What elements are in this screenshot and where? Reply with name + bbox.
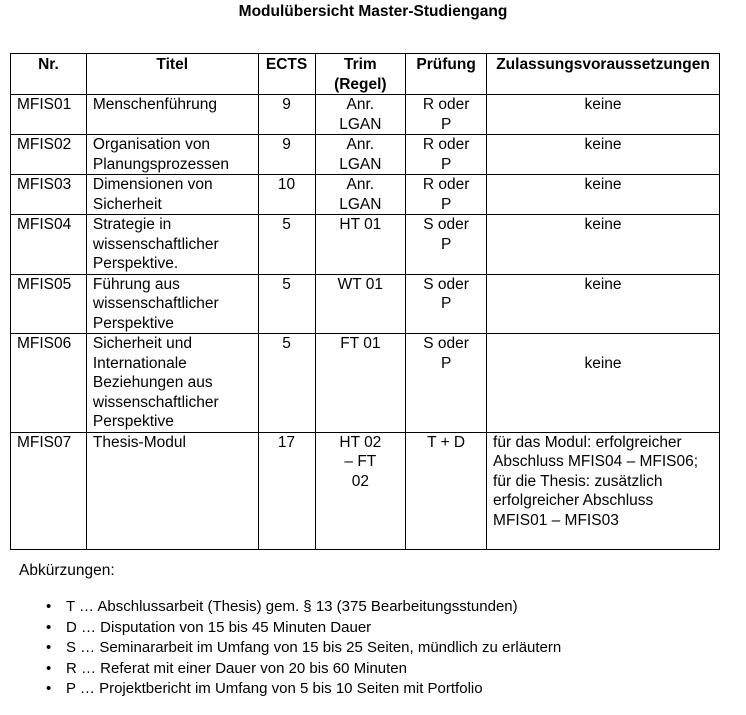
bullet-icon: • bbox=[46, 639, 52, 656]
page-title: Modulübersicht Master-Studiengang bbox=[238, 3, 508, 20]
cell-titel-line: Perspektive. bbox=[92, 255, 179, 272]
cell-pruefung-line: S oder bbox=[423, 216, 469, 233]
cell-pruefung-line: P bbox=[440, 354, 452, 372]
bullet-icon: • bbox=[46, 598, 52, 615]
cell-trim-line: FT 01 bbox=[340, 335, 381, 352]
list-item bbox=[40, 618, 561, 639]
cell-titel-line: wissenschaftlicher bbox=[92, 235, 219, 253]
cell-pruefung bbox=[406, 215, 487, 275]
cell-zulassung bbox=[487, 215, 720, 275]
cell-pruefung-line: P bbox=[440, 235, 452, 253]
cell-trim bbox=[315, 175, 406, 215]
cell-titel-line: Strategie in bbox=[92, 216, 172, 233]
cell-zulassung-line: keine bbox=[584, 176, 622, 193]
cell-zulassung-line: Abschluss MFIS04 – MFIS06; bbox=[493, 453, 699, 470]
cell-titel-line: Perspektive bbox=[92, 413, 174, 430]
cell-titel-line: Beziehungen aus bbox=[92, 374, 213, 391]
cell-pruefung bbox=[406, 95, 487, 135]
cell-titel-line: Sicherheit bbox=[92, 195, 162, 213]
table-body bbox=[11, 95, 720, 550]
cell-trim bbox=[315, 135, 406, 175]
cell-zulassung bbox=[487, 334, 720, 433]
cell-titel-line: Organisation von bbox=[92, 136, 211, 153]
abbreviations-heading: Abkürzungen: bbox=[19, 562, 115, 579]
cell-titel bbox=[86, 95, 258, 135]
list-item bbox=[40, 659, 561, 680]
table-row bbox=[11, 95, 720, 135]
cell-zulassung-line: für die Thesis: zusätzlich bbox=[493, 472, 663, 490]
list-item bbox=[40, 679, 561, 700]
table-row bbox=[11, 215, 720, 275]
cell-ects: 9 bbox=[258, 95, 315, 135]
cell-titel-line: Führung aus bbox=[92, 275, 180, 293]
cell-titel-line: Internationale bbox=[92, 354, 187, 372]
header-pruefung: Prüfung bbox=[406, 54, 487, 95]
cell-nr: MFIS03 bbox=[11, 175, 87, 215]
cell-titel-line: Planungsprozessen bbox=[92, 155, 230, 173]
cell-titel-line: wissenschaftlicher bbox=[92, 295, 219, 312]
table-row bbox=[11, 135, 720, 175]
cell-nr: MFIS01 bbox=[11, 95, 87, 135]
cell-titel-line: Dimensionen von bbox=[92, 176, 213, 193]
abbreviation-text: D … Disputation von 15 bis 45 Minuten Dauer bbox=[66, 618, 372, 636]
table-row bbox=[11, 432, 720, 549]
cell-titel-line: Sicherheit und bbox=[92, 335, 192, 352]
cell-zulassung bbox=[487, 432, 720, 549]
cell-ects: 9 bbox=[258, 135, 315, 175]
cell-titel bbox=[86, 135, 258, 175]
cell-zulassung bbox=[487, 175, 720, 215]
cell-pruefung-line: S oder bbox=[423, 335, 469, 352]
cell-zulassung-line: keine bbox=[584, 275, 622, 293]
cell-pruefung-line: T + D bbox=[427, 433, 466, 451]
cell-titel-line: wissenschaftlicher bbox=[92, 393, 219, 411]
abbreviation-text: T … Abschlussarbeit (Thesis) gem. § 13 (375 Bearbeitungsstunden) bbox=[66, 598, 518, 615]
cell-zulassung bbox=[487, 274, 720, 334]
cell-titel bbox=[86, 175, 258, 215]
cell-pruefung-line: R oder bbox=[422, 176, 470, 193]
abbreviation-text: P … Projektbericht im Umfang von 5 bis 10 Seiten mit Portfolio bbox=[66, 680, 483, 697]
header-titel: Titel bbox=[86, 54, 258, 95]
bullet-icon: • bbox=[46, 659, 52, 677]
cell-trim bbox=[315, 215, 406, 275]
cell-zulassung-line: keine bbox=[584, 96, 622, 113]
cell-zulassung bbox=[487, 95, 720, 135]
cell-ects: 10 bbox=[258, 175, 315, 215]
cell-trim-line: Anr. bbox=[346, 96, 375, 113]
cell-pruefung-line: R oder bbox=[422, 136, 470, 153]
cell-titel-line: Menschenführung bbox=[92, 96, 217, 113]
cell-trim-line: HT 02 bbox=[339, 433, 382, 451]
cell-pruefung-line: P bbox=[440, 155, 452, 173]
cell-pruefung-line: P bbox=[440, 295, 452, 312]
cell-trim-line: – FT bbox=[344, 453, 377, 470]
cell-pruefung bbox=[406, 432, 487, 549]
cell-trim-line: WT 01 bbox=[337, 275, 384, 293]
table-row bbox=[11, 175, 720, 215]
abbreviations-list bbox=[40, 597, 561, 700]
cell-nr: MFIS02 bbox=[11, 135, 87, 175]
cell-nr: MFIS05 bbox=[11, 274, 87, 334]
cell-pruefung-line: R oder bbox=[422, 96, 470, 113]
cell-titel bbox=[86, 215, 258, 275]
cell-titel-line: Perspektive bbox=[92, 314, 174, 332]
cell-pruefung bbox=[406, 334, 487, 433]
cell-trim-line: Anr. bbox=[346, 136, 375, 153]
header-ects: ECTS bbox=[258, 54, 315, 95]
list-item bbox=[40, 597, 561, 618]
table-row bbox=[11, 334, 720, 433]
cell-trim-line: HT 01 bbox=[339, 216, 382, 233]
cell-nr: MFIS04 bbox=[11, 215, 87, 275]
cell-pruefung bbox=[406, 175, 487, 215]
cell-pruefung-line: P bbox=[440, 115, 452, 133]
cell-ects: 5 bbox=[258, 334, 315, 433]
header-zulassung: Zulassungsvoraussetzungen bbox=[487, 54, 720, 95]
cell-titel bbox=[86, 274, 258, 334]
abbreviation-text: R … Referat mit einer Dauer von 20 bis 60 Minuten bbox=[66, 659, 407, 677]
cell-pruefung bbox=[406, 135, 487, 175]
header-nr: Nr. bbox=[11, 54, 87, 95]
cell-ects: 17 bbox=[258, 432, 315, 549]
cell-zulassung bbox=[487, 135, 720, 175]
cell-trim-line: LGAN bbox=[339, 195, 382, 213]
bullet-icon: • bbox=[46, 618, 52, 636]
cell-nr: MFIS07 bbox=[11, 432, 87, 549]
cell-titel-line: Thesis-Modul bbox=[92, 433, 186, 451]
cell-nr: MFIS06 bbox=[11, 334, 87, 433]
cell-titel bbox=[86, 432, 258, 549]
cell-trim-line: 02 bbox=[351, 472, 369, 490]
cell-zulassung-line: für das Modul: erfolgreicher bbox=[493, 433, 682, 451]
cell-trim-line: Anr. bbox=[346, 176, 375, 193]
module-table bbox=[10, 53, 720, 550]
cell-pruefung-line: P bbox=[440, 195, 452, 213]
table-row bbox=[11, 274, 720, 334]
abbreviation-text: S … Seminararbeit im Umfang von 15 bis 25 Seiten, mündlich zu erläutern bbox=[66, 639, 562, 656]
cell-pruefung bbox=[406, 274, 487, 334]
cell-trim bbox=[315, 274, 406, 334]
table-header-row bbox=[11, 54, 720, 95]
cell-zulassung-line: keine bbox=[584, 136, 622, 153]
cell-trim-line: LGAN bbox=[339, 155, 382, 173]
header-trim-line1: Trim bbox=[343, 56, 377, 73]
cell-ects: 5 bbox=[258, 274, 315, 334]
header-trim bbox=[315, 54, 406, 95]
cell-trim bbox=[315, 95, 406, 135]
cell-zulassung-line: MFIS01 – MFIS03 bbox=[493, 511, 619, 529]
cell-zulassung-line: keine bbox=[584, 355, 622, 372]
cell-trim bbox=[315, 432, 406, 549]
header-trim-line2: (Regel) bbox=[334, 75, 387, 93]
bullet-icon: • bbox=[46, 680, 52, 697]
list-item bbox=[40, 638, 561, 659]
cell-ects: 5 bbox=[258, 215, 315, 275]
cell-trim bbox=[315, 334, 406, 433]
cell-trim-line: LGAN bbox=[339, 115, 382, 133]
cell-pruefung-line: S oder bbox=[423, 275, 469, 293]
cell-zulassung-line: erfolgreicher Abschluss bbox=[493, 492, 654, 509]
cell-titel bbox=[86, 334, 258, 433]
cell-zulassung-line: keine bbox=[584, 216, 622, 233]
